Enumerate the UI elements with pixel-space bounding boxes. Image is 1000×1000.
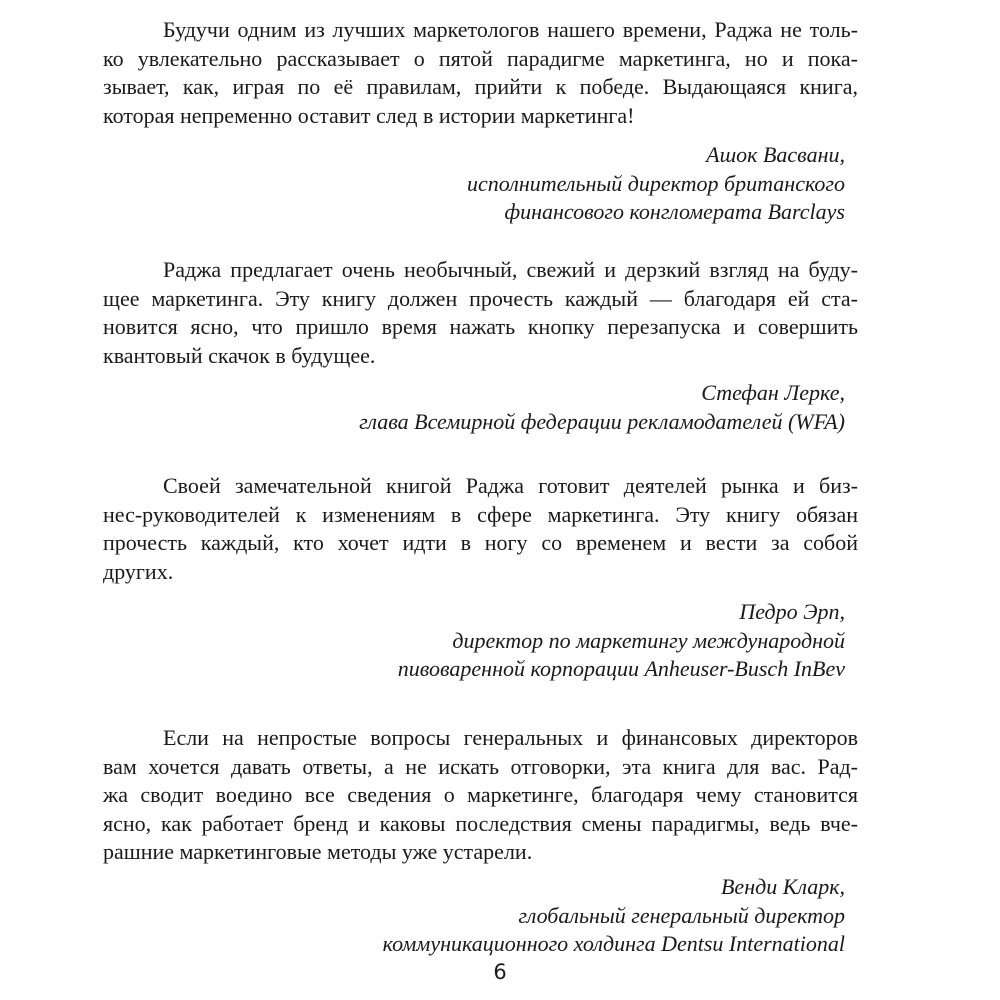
attribution-role-line: финансового конгломерата Barclays: [504, 199, 845, 224]
testimonial-attribution: [103, 141, 858, 227]
attribution-role-line: глобальный генеральный директор: [518, 902, 845, 928]
testimonial-quote: [103, 256, 858, 370]
quote-line: Раджа предлагает очень необычный, свежий и дерзкий взгляд на буду-: [163, 257, 858, 282]
attribution-author: Педро Эрп,: [739, 599, 845, 624]
quote-line: новится ясно, что пришло время нажать кнопку перезапуска и совершить: [103, 314, 858, 339]
quote-line: ясно, как работает бренд и каковы последствия смены парадигмы, ведь вче-: [103, 810, 858, 836]
testimonial-attribution: [103, 598, 858, 684]
testimonial-quote: [103, 472, 858, 586]
quote-line: которая непременно оставит след в истории маркетинга!: [103, 102, 635, 128]
quote-line: жа сводит воедино все сведения о маркетинге, благодаря чему становится: [103, 782, 858, 807]
attribution-author: Ашок Васвани,: [706, 142, 845, 167]
quote-line: Будучи одним из лучших маркетологов нашего времени, Раджа не толь-: [163, 17, 858, 42]
attribution-author: Венди Кларк,: [720, 874, 845, 899]
testimonial-attribution: [103, 873, 858, 959]
attribution-role-line: коммуникационного холдинга Dentsu International: [382, 931, 845, 956]
quote-line: нес-руководителей к изменениям в сфере маркетинга. Эту книгу обязан: [103, 501, 858, 527]
attribution-role-line: директор по маркетингу международной: [452, 627, 845, 653]
testimonial-quote: [103, 16, 858, 130]
quote-line: Если на непростые вопросы генеральных и финансовых директоров: [163, 725, 858, 750]
page-number: 6: [493, 960, 507, 984]
quote-line: зывает, как, играя по её правилам, прийти к победе. Выдающаяся книга,: [103, 74, 858, 99]
attribution-role-line: пивоваренной корпорации Anheuser-Busch InBev: [397, 656, 845, 681]
attribution-role-line: исполнительный директор британского: [467, 170, 845, 196]
quote-line: квантовый скачок в будущее.: [103, 342, 376, 368]
quote-line: щее маркетинга. Эту книгу должен прочесть каждый — благодаря ей ста-: [103, 285, 858, 311]
attribution-author: Стефан Лерке,: [701, 380, 845, 405]
testimonial-attribution: [103, 379, 858, 436]
quote-line: ко увлекательно рассказывает о пятой парадигме маркетинга, но и пока-: [103, 45, 858, 71]
testimonial-quote: [103, 724, 858, 867]
quote-line: вам хочется давать ответы, а не искать отговорки, эта книга для вас. Рад-: [103, 753, 858, 779]
quote-line: Своей замечательной книгой Раджа готовит деятелей рынка и биз-: [163, 473, 858, 498]
quote-line: рашние маркетинговые методы уже устарели.: [103, 839, 533, 864]
quote-line: прочесть каждый, кто хочет идти в ногу со временем и вести за собой: [103, 530, 858, 555]
quote-line: других.: [103, 558, 174, 584]
attribution-role-line: глава Всемирной федерации рекламодателей (WFA): [359, 408, 845, 434]
